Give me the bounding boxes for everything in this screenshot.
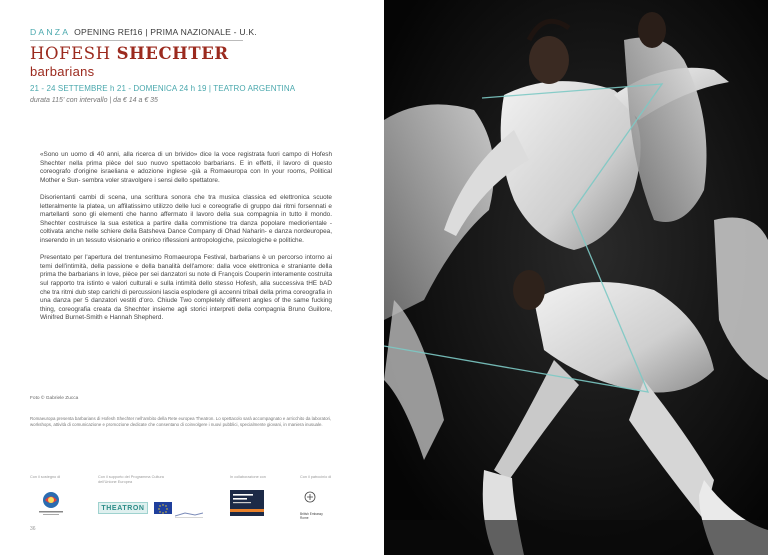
footnote: Romaeuropa presenta barbarians di Hofesh Shechter nell'ambito della Rete europea Theatron. Lo spettacolo sarà accompagnato e arricchito da laboratori, workshops, attività di comunicazione e promozione dedicate che consentano di coinvolgere i nuovi pubblici, specialmente giovani, in maniera inusuale. (30, 416, 332, 427)
sponsor-label-patronage: Con il patrocinio di (300, 475, 332, 479)
photo-credit: Foto © Gabriele Zucca (30, 396, 79, 401)
paragraph-3: Presentato per l'apertura del trentunesimo Romaeuropa Festival, barbarians è un percorso intorno ai temi dell'intimità, della passione e della banalità dell'amore: dalla voce elettronica e straniante della prima the barbarians in love, pièce per sei danzatori su note di François Couperin interamente costruita sul rapporto tra istinto e valori culturali e sulla intimità dello stesso Hofesh, alla successiva tHE bAD che tra ritmi dub step carichi di percussioni lascia esplodere gli accenni tribali della prima coreografia in una danza per 5 danzatori vestiti d'oro. Chiude Two completely different angles of the same fucking thing, coreografia creata da Shechter insieme agli storici interpreti della compagnia Bruno Guillore, Winifred Burnet-Smith e Hannah Shepherd. (40, 254, 332, 322)
section-kicker (30, 27, 257, 37)
duration-price-info: durata 115' con intervallo | da € 14 a € 35 (30, 97, 158, 104)
dancers-photo-illustration (384, 0, 768, 555)
paragraph-2: Disorientanti cambi di scena, una scrittura sonora che tra musica classica ed elettronica scuote letteralmente la platea, un affilatissimo utilizzo delle luci e coreografie di gruppo dai ritmi forsennati e martellanti sono gli elementi che hanno affermato il lavoro della sua compagnia in tutto il mondo. Shechter costruisce la sua estetica a partire dalla commistione tra danza popolare mediorientale -coltivata anche nelle schiere della Batsheva Dance Company di Ohad Naharin- e danza nordeuropea, inserendo in un tessuto visionario e onirico riflessioni antropologiche, psicologiche e politiche. (40, 193, 332, 244)
category-label: DANZA (30, 27, 71, 37)
page-number: 36 (30, 526, 36, 532)
theatron-logo: THEATRON (98, 502, 148, 514)
artist-last-name: SHECHTER (116, 44, 229, 63)
sponsor-label-eu: Con il supporto del Programma Cultura dell'Unione Europea (98, 475, 164, 484)
kicker-divider (30, 40, 243, 41)
dance-photo (384, 0, 768, 555)
ministry-logo (36, 490, 66, 516)
sponsor-label-support: Con il sostegno di (30, 475, 61, 479)
performance-dates: 21 - 24 SETTEMBRE h 21 - DOMENICA 24 h 19 | TEATRO ARGENTINA (30, 84, 296, 93)
british-embassy-logo: British Embassy Rome (300, 490, 328, 518)
article-body (40, 151, 332, 331)
kicker-text: OPENING REf16 | PRIMA NAZIONALE - U.K. (74, 27, 257, 37)
artist-first-name: HOFESH (30, 44, 111, 63)
sponsor-label-collab: In collaborazione con (230, 475, 266, 479)
eu-flag-icon (154, 502, 172, 514)
collaboration-logo (230, 490, 264, 516)
artist-title (30, 44, 229, 63)
paragraph-1: «Sono un uomo di 40 anni, alla ricerca di un brivido» dice la voce registrata fuori campo di Hofesh Shechter nella prima pièce del suo nuovo spettacolo barbarians. E in effetti, il lavoro di questo coreografo d'origine israeliana e adozione inglese -già a Romaeuropa con In your rooms, Political Mother e Sun- sembra voler stravolgere i sensi dello spettatore. (40, 151, 332, 184)
eu-program-icon (175, 505, 203, 511)
work-title: barbarians (30, 64, 95, 79)
